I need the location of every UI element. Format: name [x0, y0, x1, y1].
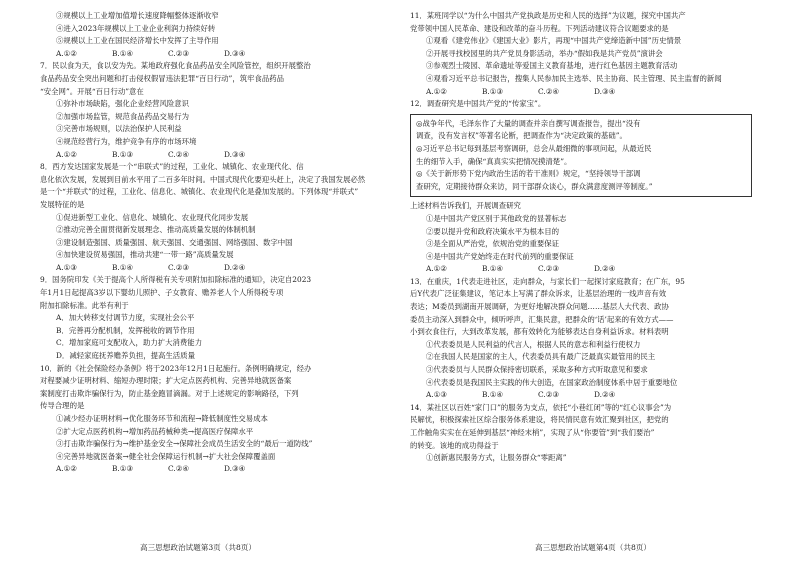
choice-row — [410, 389, 756, 402]
choice-row — [40, 463, 386, 476]
material-line: ◎战争年代，毛泽东作了大量的调查并亲自撰写调查报告，提出“没有 — [416, 118, 641, 128]
answer-option: ③代表委员与人民群众保持密切联系，采取多种方式听取意见和要求 — [426, 365, 648, 375]
question-line: 对程要减少证明材料、缩短办理时限；扩大定点医药机构、完善异地就医备案 — [40, 376, 292, 386]
material-line: 调查，没有发言权”等著名论断，把调查作为“决定政策的基础”。 — [416, 131, 627, 141]
prompt-line: 上述材料告诉我们，开展调查研究 — [410, 201, 521, 211]
choice-item: D.③④ — [224, 149, 246, 159]
question-line: 8．西方发达国家发展是一个“串联式”的过程，工业化、城镇化、农业现代化、信 — [40, 162, 304, 172]
answer-option: ①代表委员是人民利益的代言人，根据人民的意志和利益行使权力 — [426, 339, 641, 349]
question-stem — [410, 10, 756, 35]
choice-item: C.②③ — [538, 264, 559, 274]
choice-item: C.②④ — [168, 149, 189, 159]
choice-item: A.①② — [56, 464, 77, 474]
choice-item: A.①③ — [56, 262, 77, 272]
question-line: 小到衣食住行，大到改革发展，都有效转化为能够表达自身利益诉求。材料表明 — [410, 327, 669, 337]
answer-option: ④加快建设贸易强国，推动共建“一带一路”高质量发展 — [56, 250, 234, 260]
choice-row — [40, 262, 386, 275]
choice-item: C.②③ — [538, 390, 559, 400]
question-line: “安全网”。开展“百日行动”意在 — [40, 86, 144, 96]
question-line: 民解忧，积极探索社区综合服务体系建设，将民情民意有效汇聚到社区，把党的 — [410, 415, 669, 425]
choice-row — [40, 48, 386, 61]
answer-option: ③是全面从严治党，依规治党的重要保证 — [426, 239, 560, 249]
material-line: ◎习近平总书记每到基层考察调研，总会从最细微的事项问起，从最近民 — [416, 143, 652, 153]
question-line: 表达；M委员到湖南开展调研，为更好地解决群众问题……基层人大代表、政协 — [410, 302, 669, 312]
choice-item: D.③④ — [594, 86, 616, 96]
choice-item: C.②③ — [168, 262, 189, 272]
answer-option: ①促进新型工业化、信息化、城镇化、农业现代化同步发展 — [56, 212, 249, 222]
question-line: 年1月1日起提高3岁以下婴幼儿照护、子女教育、赡养老人个人所得税专项 — [40, 288, 284, 298]
question-line: 13．在重庆，1代表走进社区，走向群众，与家长们一起探讨家庭教育；在广东，95 — [410, 276, 685, 286]
material-box — [410, 114, 752, 198]
page-footer-left: 高三思想政治试题第3页（共8页） — [140, 543, 256, 552]
choice-item: A.①② — [426, 86, 447, 96]
choice-item: D.②④ — [594, 264, 616, 274]
question-stem — [40, 363, 386, 413]
question-stem — [40, 60, 386, 98]
question-line: 党带领中国人民革命、建设和改革的奋斗历程。下列活动建议符合议题要求的是 — [410, 23, 669, 33]
question-line: 案制度打击欺诈骗保行为，防止基金跑冒滴漏。对于上述规定的影响路径，下列 — [40, 388, 299, 398]
choice-item: A.①② — [426, 264, 447, 274]
question-line: 9．国务院印发《关于提高个人所得税有关专项附加扣除标准的通知》，决定自2023 — [40, 275, 312, 285]
answer-option: ④是中国共产党始终走在时代前列的重要保证 — [426, 251, 574, 261]
answer-option: ①弥补市场缺陷，强化企业经营风险意识 — [56, 99, 190, 109]
answer-option: ③规模以上工业增加值增长速度降幅整体逐渐收窄 — [56, 11, 219, 20]
right-column — [410, 10, 756, 465]
choice-row — [40, 149, 386, 162]
answer-option: A．加大转移支付调节力度，实现社会公平 — [56, 313, 195, 323]
question-line: 发展特征的是 — [40, 199, 85, 209]
question-line: 工作触角实实在在延伸到基层“神经末梢”，实现了从“你要管”到“我们要治” — [410, 428, 655, 437]
answer-option: ①创新惠民服务方式，让服务群众“零距离” — [426, 453, 567, 463]
question-stem — [40, 161, 386, 211]
question-line: 11．某班同学以“为什么中国共产党执政是历史和人民的选择”为议题，探究中国共产 — [410, 11, 686, 20]
answer-option: ②推动完善全面贯彻新发展理念、推动高质量发展的体制机制 — [56, 225, 256, 235]
choice-item: A.①③ — [426, 390, 447, 400]
answer-option: ⑤规模以上工业在国民经济增长中发挥了主导作用 — [56, 36, 219, 46]
answer-option: ①观看《建党伟业》《建国大业》影片，再现“中国共产党缔造新中国”历史情景 — [426, 36, 682, 46]
answer-option: ④代表委员是我国民主实践的伟大创造，在国家政治制度体系中居于重要地位 — [426, 377, 678, 387]
choice-item: B.①③ — [112, 149, 134, 159]
answer-option: ②扩大定点医药机构→增加药品药械种类→提高医疗保障水平 — [56, 426, 254, 436]
question-stem — [410, 276, 756, 339]
choice-item: D.②④ — [224, 262, 246, 272]
choice-item: B.①④ — [112, 262, 134, 272]
material-line: 生的细节入手，确保“真真实实把情况摸清楚”。 — [416, 156, 572, 166]
answer-option: ①减少经办证明材料→优化服务环节和流程→降低制度性交易成本 — [56, 414, 268, 423]
question-line: 食品药品安全突出问题和打击侵权假冒违法犯罪“百日行动”，筑牢食品药品 — [40, 73, 285, 83]
answer-option: ②加强市场监管，规范食品药品交易行为 — [56, 111, 190, 121]
choice-item: C.②④ — [168, 464, 189, 474]
material-line: 查研究，定期接待群众来访，同干部群众谈心，群众满意度测评等制度。” — [416, 181, 653, 191]
choice-item: B.①④ — [482, 390, 504, 400]
question-stem — [410, 98, 756, 111]
question-line: 是一个“并联式”的过程，工业化、信息化、城镇化、农业现代化是叠加发展的。下列体现“并联式” — [40, 187, 359, 197]
answer-option: ④观看习近平总书记报告，搜集人民参加民主选举、民主协商、民主管理、民主监督的新闻 — [426, 73, 722, 83]
answer-option: ②开展寻找校园里的共产党员身影活动，举办“假如我是共产党员”演讲会 — [426, 48, 663, 58]
left-column — [40, 10, 386, 476]
choice-item: D.③④ — [224, 464, 246, 474]
choice-item: D.②④ — [594, 390, 616, 400]
answer-option: ①是中国共产党区别于其他政党的显著标志 — [426, 213, 567, 223]
answer-option: C．增加家庭可支配收入，助力扩大消费能力 — [56, 338, 203, 348]
question-line: 息化依次发展，发展到目前水平用了二百多年时间。中国式现代化要迎头赶上，决定了我国发展必然 — [40, 174, 366, 184]
choice-item: B.①③ — [482, 86, 504, 96]
answer-option: D．减轻家庭抚养赡养负担，提高生活质量 — [56, 351, 195, 361]
choice-row — [410, 86, 756, 99]
answer-option: ②要以提升党和政府决策水平为根本目的 — [426, 226, 560, 236]
answer-option: ④完善异地就医备案→健全社会保障运行机制→扩大社会保障覆盖面 — [56, 451, 276, 461]
choice-item: B.①④ — [482, 264, 504, 274]
choice-item: C.②④ — [538, 86, 559, 96]
question-line: 14．某社区以百姓“家门口”的服务为支点，依托“小巷红闭”等的“红心议事会”为 — [410, 402, 672, 412]
question-line: 后Y代表广泛征集建议，笔记本上写满了群众诉求，让基层治理的一线声音有效 — [410, 289, 667, 299]
question-line: 10．新的《社会保险经办条例》将于2023年12月1日起施行。条例明确规定，经办 — [40, 363, 312, 373]
question-stem — [410, 402, 756, 452]
choice-item: A.①② — [56, 149, 77, 159]
question-line: 附加扣除标准。此举有利于 — [40, 300, 129, 310]
question-line: 传导合理的是 — [40, 401, 85, 411]
answer-option: ③建设制造强国、质量强国、航天强国、交通强国、网络强国、数字中国 — [56, 237, 293, 247]
choice-item: C.②③ — [168, 48, 189, 58]
answer-option: ④规范经营行为，维护竞争有序的市场环境 — [56, 136, 197, 146]
answer-option: ③完善市场规则，以法治保护人民利益 — [56, 124, 182, 134]
choice-item: B.①④ — [112, 48, 134, 58]
answer-option: ④进入2023年规模以上工业企业利润力持续好转 — [56, 23, 216, 33]
answer-option: ②在我国人民是国家的主人，代表委员具有最广泛最真实最管用的民主 — [426, 352, 656, 362]
answer-option: B．完善再分配机制，发挥税收的调节作用 — [56, 325, 195, 335]
question-line: 7．民以食为天，食以安为先。某地政府强化食品药品安全风险管控，组织开展整治 — [40, 61, 311, 71]
question-line: 的转变。该地的成功得益于 — [410, 440, 499, 450]
question-line: 委员主动深入到群众中，倾听呼声，汇集民意，把群众的‘话’起来的有效方式—— — [410, 314, 674, 324]
material-line: ◎《关于新形势下党内政治生活的若干准则》规定，“坚持领导干部调 — [416, 169, 641, 179]
answer-option: ③打击欺诈骗保行为→维护基金安全→保障社会成员生活安全的“最后一道防线” — [56, 439, 313, 449]
choice-row — [410, 263, 756, 276]
choice-item: D.③④ — [224, 48, 246, 58]
page-footer-right: 高三思想政治试题第4页（共8页） — [535, 543, 651, 552]
question-stem — [40, 274, 386, 312]
question-line: 12．调查研究是中国共产党的“传家宝”。 — [410, 99, 546, 109]
answer-option: ③参观烈士陵园、革命遗址等爱国主义教育基地，进行红色基因主题教育活动 — [426, 61, 678, 71]
choice-item: A.①② — [56, 48, 77, 58]
choice-item: B.①③ — [112, 464, 134, 474]
